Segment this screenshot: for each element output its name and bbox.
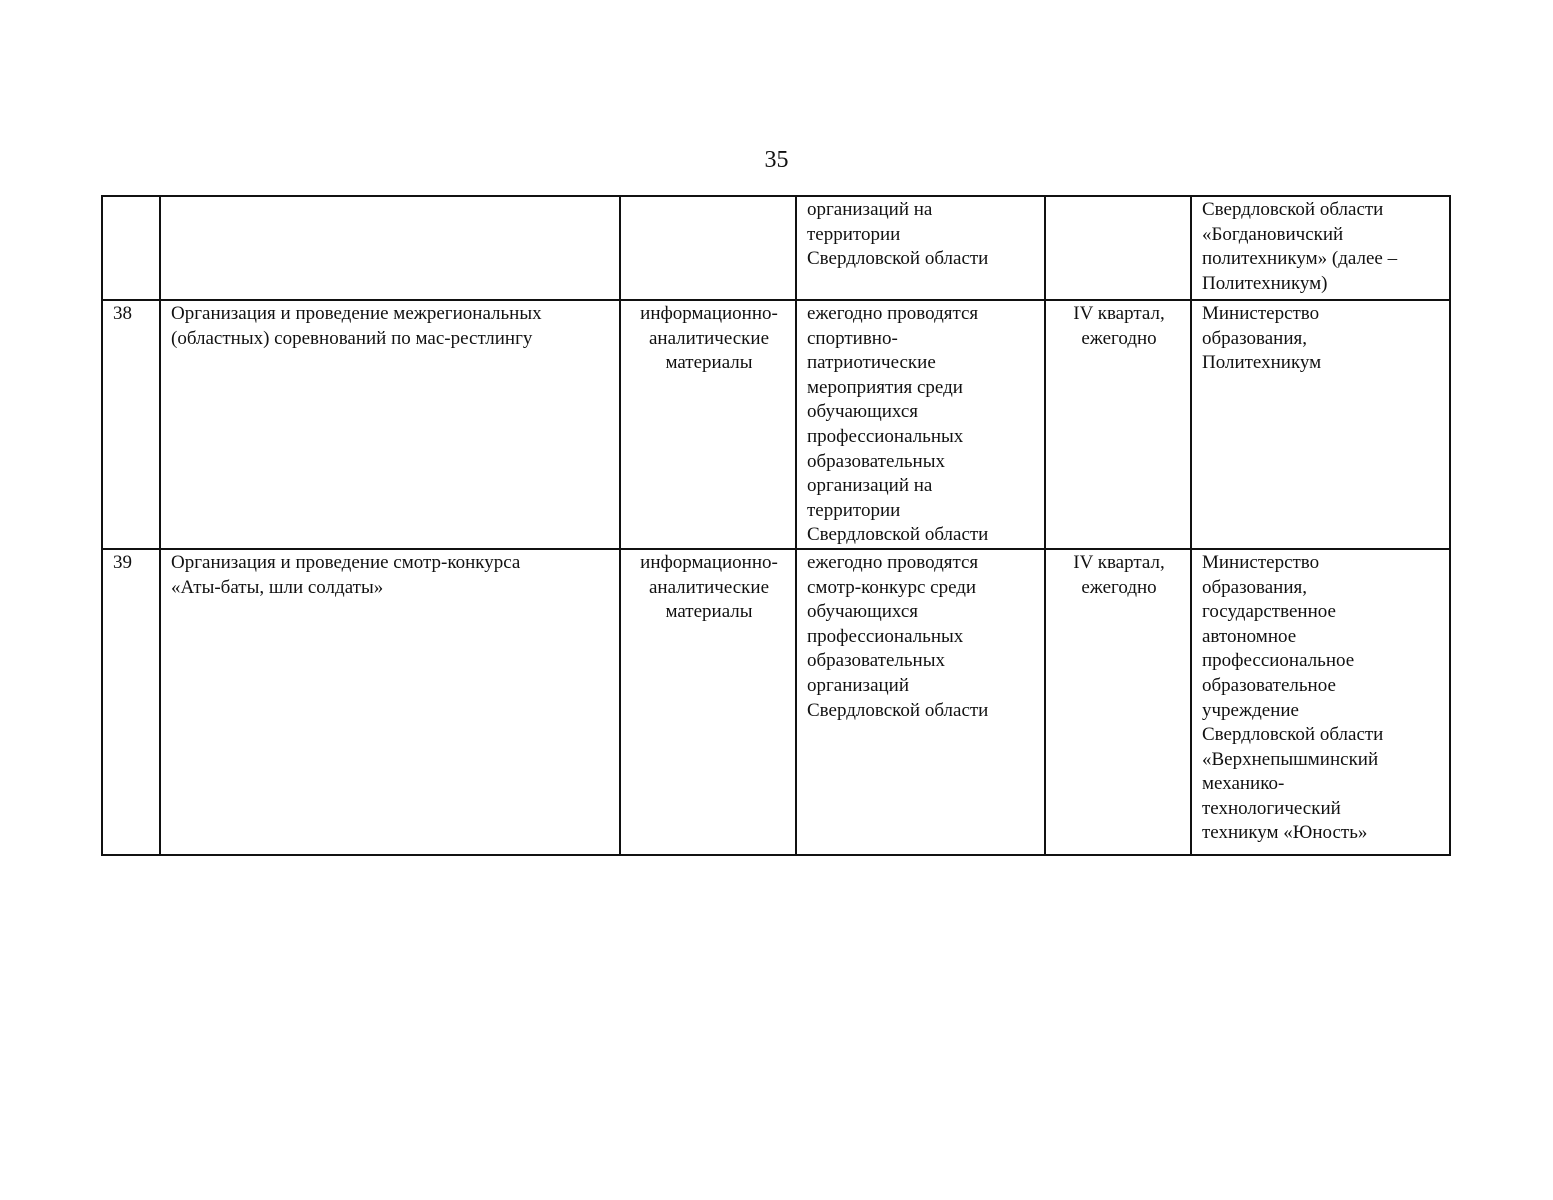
executor-line: «Верхнепышминский (1202, 748, 1379, 770)
term-line: ежегодно (1081, 327, 1157, 349)
result-line: профессиональных (807, 425, 964, 447)
result-cell (796, 300, 1045, 549)
executor-line: автономное (1202, 625, 1297, 647)
form-cell (620, 300, 796, 549)
form-cell (620, 196, 796, 300)
page-number: 35 (764, 147, 789, 173)
event-cell (160, 300, 620, 549)
result-line: организаций на (807, 199, 933, 220)
executor-line: техникум «Юность» (1202, 822, 1368, 844)
result-line: территории (807, 499, 901, 521)
executor-line: Свердловской области (1202, 199, 1384, 220)
table-row-38 (102, 300, 1450, 549)
row-number-cell (102, 196, 160, 300)
executor-line: Свердловской области (1202, 724, 1384, 746)
form-cell (620, 549, 796, 855)
event-line: Организация и проведение смотр-конкурса (171, 551, 521, 573)
executor-line: технологический (1202, 797, 1341, 819)
term-cell (1045, 549, 1191, 855)
plan-table (101, 195, 1451, 856)
executor-line: образования, (1202, 327, 1307, 349)
result-line: Свердловской области (807, 248, 989, 270)
row-number-cell: 38 (102, 300, 160, 549)
executor-line: политехникум» (далее – (1202, 248, 1398, 270)
event-line: «Аты-баты, шли солдаты» (171, 576, 384, 598)
term-line: IV квартал, (1073, 303, 1165, 324)
result-line: образовательных (807, 650, 945, 672)
result-line: ежегодно проводятся (807, 551, 979, 573)
executor-line: учреждение (1202, 699, 1299, 721)
result-line: профессиональных (807, 625, 964, 647)
form-line: материалы (665, 601, 753, 623)
event-cell (160, 196, 620, 300)
event-cell (160, 549, 620, 855)
executor-line: образования, (1202, 576, 1307, 598)
executor-line: «Богдановичский (1202, 223, 1344, 245)
executor-cell (1191, 549, 1450, 855)
result-line: патриотические (807, 352, 936, 374)
result-line: спортивно- (807, 327, 898, 349)
executor-line: Министерство (1202, 303, 1320, 324)
form-line: информационно- (640, 303, 778, 324)
executor-line: Политехникум (1202, 352, 1322, 374)
result-line: Свердловской области (807, 699, 989, 721)
event-line: Организация и проведение межрегиональных (171, 303, 542, 324)
result-line: организаций на (807, 475, 933, 497)
result-line: смотр-конкурс среди (807, 576, 977, 598)
form-line: информационно- (640, 551, 778, 573)
form-line: аналитические (648, 327, 770, 349)
table-row-continued (102, 196, 1450, 300)
table-row-39 (102, 549, 1450, 855)
result-line: территории (807, 223, 901, 245)
result-line: организаций (807, 674, 910, 696)
term-cell (1045, 196, 1191, 300)
result-line: обучающихся (807, 601, 919, 623)
executor-cell (1191, 196, 1450, 300)
term-line: ежегодно (1081, 576, 1157, 598)
result-line: ежегодно проводятся (807, 303, 979, 324)
result-line: Свердловской области (807, 524, 989, 546)
event-line: (областных) соревнований по мас-рестлингу (171, 327, 533, 349)
row-number-cell: 39 (102, 549, 160, 855)
executor-line: государственное (1202, 601, 1336, 623)
executor-line: механико- (1202, 773, 1285, 795)
executor-line: Министерство (1202, 551, 1320, 573)
form-line: материалы (665, 352, 753, 374)
executor-line: Политехникум) (1202, 272, 1328, 294)
executor-line: образовательное (1202, 674, 1336, 696)
executor-cell (1191, 300, 1450, 549)
term-line: IV квартал, (1073, 551, 1165, 573)
result-line: мероприятия среди (807, 376, 963, 398)
result-line: образовательных (807, 450, 945, 472)
term-cell (1045, 300, 1191, 549)
form-line: аналитические (648, 576, 770, 598)
result-cell (796, 549, 1045, 855)
result-cell (796, 196, 1045, 300)
result-line: обучающихся (807, 401, 919, 423)
executor-line: профессиональное (1202, 650, 1355, 672)
